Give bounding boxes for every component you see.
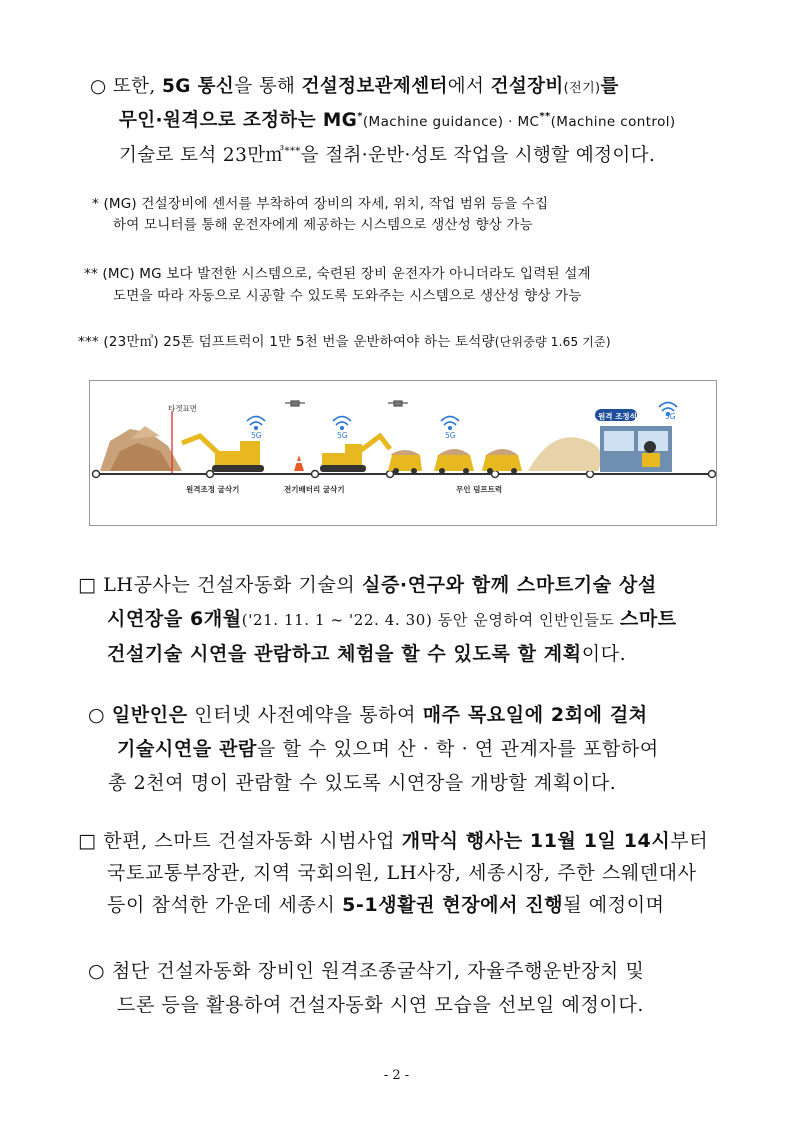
p1-line3: 기술로 토석 23만㎥***을 절취·운반·성토 작업을 시행할 예정이다. [119,145,656,166]
p2-line2: 시연장을 6개월('21. 11. 1 ~ '22. 4. 30) 동안 운영하여 인반인들도 스마트 [107,608,677,630]
footnote-mg-line1: * (MG) 건설장비에 센서를 부착하여 장비의 자세, 위치, 작업 범위 등을 수집 [92,196,549,212]
p3-line2: 기술시연을 관람을 할 수 있으며 산 · 학 · 연 관계자를 포함하여 [117,738,659,760]
p4-line2: 국토교통부장관, 지역 국회의원, LH사장, 세종시장, 주한 스웨덴대사 [107,862,697,884]
traffic-cone-icon [294,455,304,471]
remote-station-icon [600,426,672,472]
page-number: - 2 - [383,1068,410,1083]
wifi-signal-icon [333,417,351,430]
p1-line2: 무인·원격으로 조정하는 MG*(Machine guidance) · MC**(Machine control) [119,110,676,131]
dump-truck-icon [388,450,422,474]
remote-excavator-icon [182,436,264,472]
5g-label: 5G [251,431,262,440]
caption-dump-truck: 무인 덤프트럭 [456,485,503,494]
construction-automation-illustration [89,380,717,526]
caption-remote-excavator: 원격조정 굴삭기 [186,485,240,494]
target-surface-label: 타겟표면 [168,404,197,413]
ground-node-icon [207,471,214,478]
footnote-volume: *** (23만㎥) 25톤 덤프트럭이 1만 5천 번을 운반하여야 하는 토석량(단위중량 1.65 기준) [78,334,611,350]
footnote-mg-line2: 하여 모니터를 통해 운전자에게 제공하는 시스템으로 생산성 향상 가능 [113,217,533,233]
footnote-mc-line2: 도면을 따라 자동으로 시공할 수 있도록 도와주는 시스템으로 생산성 향상 가능 [113,288,582,304]
drone-icon [285,401,305,406]
dump-truck-icon [482,449,522,474]
p2-line3: 건설기술 시연을 관람하고 체험을 할 수 있도록 할 계획이다. [107,643,627,665]
footnote-mc-line1: ** (MC) MG 보다 발전한 시스템으로, 숙련된 장비 운전자가 아니더라도 입력된 설계 [84,266,591,282]
p1-line1: ○ 또한, 5G 통신을 통해 건설정보관제센터에서 건설장비(전기)를 [90,76,619,97]
remote-station-label: 원격 조정석 [598,412,637,421]
5g-label: 5G [445,431,456,440]
p5-line1: ○ 첨단 건설자동화 장비인 원격조종굴삭기, 자율주행운반장치 및 [88,960,645,982]
electric-excavator-icon [320,436,390,472]
p3-line1: ○ 일반인은 인터넷 사전예약을 통하여 매주 목요일에 2회에 걸쳐 [88,704,648,726]
drone-icon [388,401,408,406]
5g-label: 5G [665,412,676,421]
caption-electric-excavator: 전기배터리 굴삭기 [284,485,345,494]
ground-node-icon [387,471,394,478]
p5-line2: 드론 등을 활용하여 건설자동화 시연 모습을 선보일 예정이다. [117,994,644,1016]
ground-node-icon [709,471,716,478]
p4-line1: □ 한편, 스마트 건설자동화 시범사업 개막식 행사는 11월 1일 14시부터 [78,830,709,852]
p2-line1: □ LH공사는 건설자동화 기술의 실증·연구와 함께 스마트기술 상설 [78,574,657,596]
dirt-mound-icon [528,437,601,471]
ground-node-icon [312,471,319,478]
wifi-signal-icon [247,417,265,430]
p3-line3: 총 2천여 명이 관람할 수 있도록 시연장을 개방할 계획이다. [108,772,617,794]
ground-node-icon [93,471,100,478]
dump-truck-icon [434,449,474,474]
p4-line3: 등이 참석한 가운데 세종시 5-1생활권 현장에서 진행될 예정이며 [107,894,665,916]
ground-node-icon [587,471,594,478]
5g-label: 5G [337,431,348,440]
rock-pile-icon [100,426,182,471]
wifi-signal-icon [441,417,459,430]
